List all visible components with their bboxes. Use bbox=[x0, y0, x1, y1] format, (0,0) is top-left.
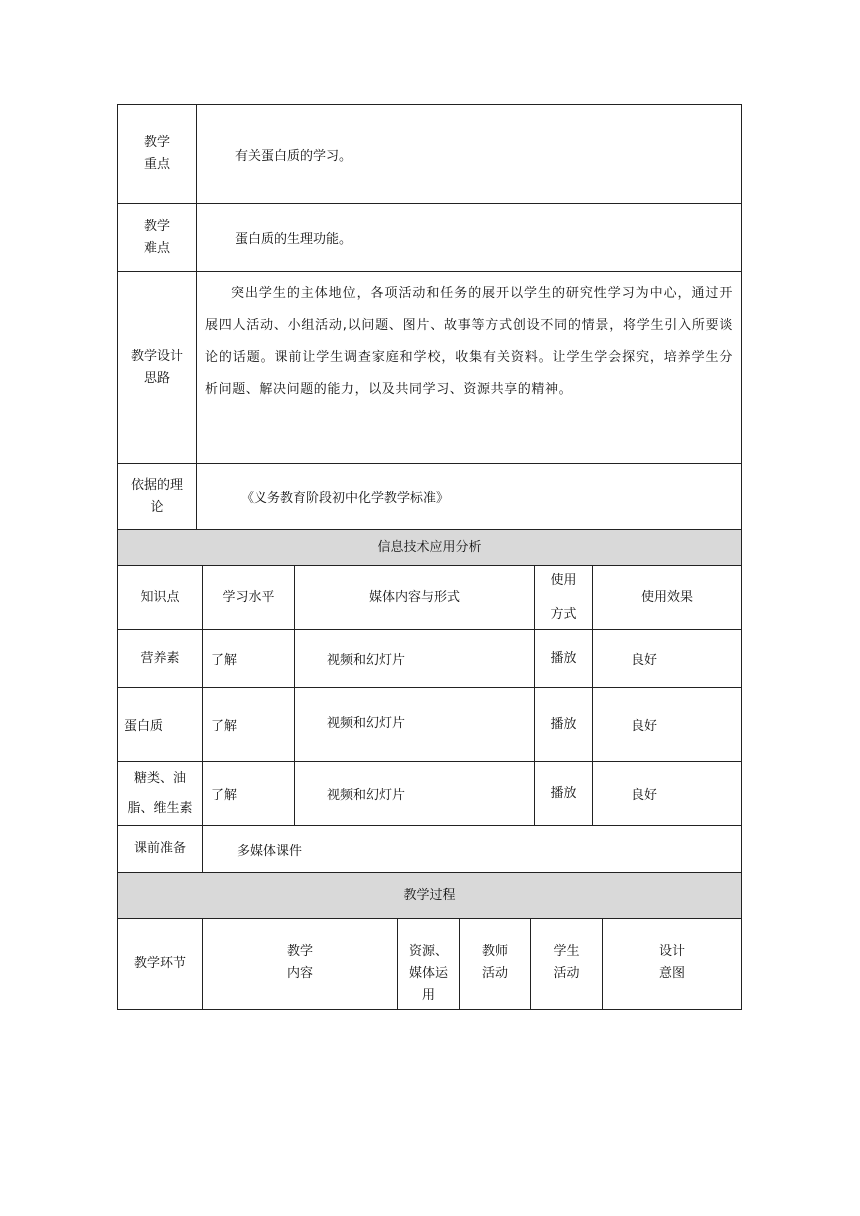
level-cell: 了解 bbox=[202, 630, 294, 687]
theory-row bbox=[118, 464, 741, 529]
design-label: 教学设计 思路 bbox=[130, 348, 183, 386]
prep-content: 多媒体课件 bbox=[202, 826, 741, 872]
resource-header: 资源、 媒体运 用 bbox=[397, 919, 459, 1009]
knowledge-cell: 蛋白质 bbox=[124, 719, 164, 734]
method-cell: 播放 bbox=[534, 762, 592, 825]
media-cell: 视频和幻灯片 bbox=[294, 762, 534, 825]
lesson-info-table bbox=[117, 104, 742, 530]
effect-cell: 良好 bbox=[592, 630, 741, 687]
difficulty-row bbox=[118, 204, 741, 272]
process-title: 教学过程 bbox=[118, 873, 741, 919]
key-points-content: 有关蛋白质的学习。 bbox=[196, 105, 741, 203]
prep-row bbox=[118, 826, 741, 873]
key-points-row bbox=[118, 105, 741, 204]
stage-header: 教学环节 bbox=[133, 956, 186, 971]
level-cell: 了解 bbox=[202, 688, 294, 761]
effect-cell: 良好 bbox=[592, 688, 741, 761]
table-row bbox=[118, 762, 741, 826]
media-header: 媒体内容与形式 bbox=[294, 566, 534, 629]
table-row bbox=[118, 688, 741, 762]
student-header: 学生 活动 bbox=[530, 919, 602, 1009]
design-content: 突出学生的主体地位，各项活动和任务的展开以学生的研究性学习为中心，通过开展四人活动、小组活动,以问题、图片、故事等方式创设不同的情景，将学生引入所要谈论的话题。课前让学生调查家庭和学校，收集有关资料。让学生学会探究，培养学生分析问题、解决问题的能力，以及共同学习、资源共享的精神。 bbox=[196, 272, 741, 463]
method-cell: 播放 bbox=[534, 630, 592, 687]
prep-label: 课前准备 bbox=[133, 841, 186, 856]
key-points-label: 教学 重点 bbox=[143, 135, 170, 172]
knowledge-header: 知识点 bbox=[140, 589, 180, 605]
teacher-header: 教师 活动 bbox=[459, 919, 530, 1009]
media-cell: 视频和幻灯片 bbox=[294, 688, 534, 761]
table-row bbox=[118, 630, 741, 688]
theory-content: 《义务教育阶段初中化学教学标准》 bbox=[196, 464, 741, 529]
effect-header: 使用效果 bbox=[592, 566, 741, 629]
design-row bbox=[118, 272, 741, 464]
content-header: 教学 内容 bbox=[202, 919, 397, 1009]
it-analysis-title: 信息技术应用分析 bbox=[118, 530, 741, 566]
intent-header: 设计 意图 bbox=[602, 919, 741, 1009]
method-header: 使用 方式 bbox=[534, 566, 592, 629]
effect-cell: 良好 bbox=[592, 762, 741, 825]
level-cell: 了解 bbox=[202, 762, 294, 825]
difficulty-label: 教学 难点 bbox=[143, 218, 170, 256]
knowledge-cell: 营养素 bbox=[140, 650, 180, 666]
process-header-row bbox=[118, 919, 741, 1009]
it-header-row bbox=[118, 566, 741, 630]
theory-label: 依据的理 论 bbox=[130, 477, 183, 515]
it-analysis-table bbox=[117, 529, 742, 1010]
media-cell: 视频和幻灯片 bbox=[294, 630, 534, 687]
method-cell: 播放 bbox=[534, 688, 592, 761]
level-header: 学习水平 bbox=[202, 566, 294, 629]
difficulty-content: 蛋白质的生理功能。 bbox=[196, 204, 741, 271]
knowledge-cell: 糖类、油 脂、维生素 bbox=[127, 770, 193, 816]
